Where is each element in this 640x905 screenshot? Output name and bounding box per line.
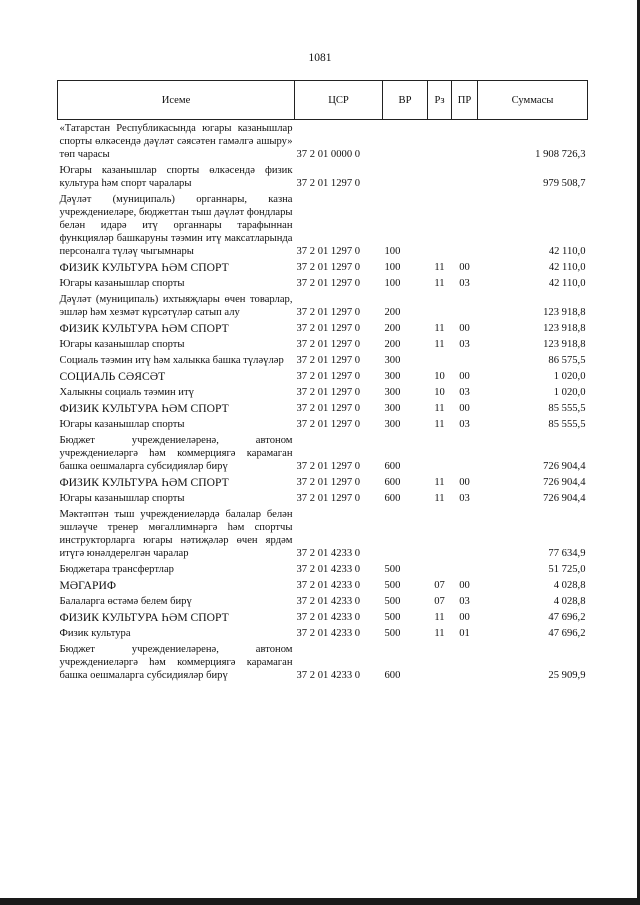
cell-vr: 500 <box>384 596 401 607</box>
cell-vr: 500 <box>384 612 401 623</box>
cell-pr: 00 <box>459 323 470 334</box>
cell-vr: 100 <box>384 246 401 257</box>
cell-vr: 200 <box>384 323 401 334</box>
table-row <box>58 400 588 416</box>
cell-vr: 600 <box>384 493 401 504</box>
cell-sum: 123 918,8 <box>543 323 586 334</box>
cell-pr: 00 <box>459 403 470 414</box>
cell-rz: 11 <box>434 339 445 350</box>
cell-csr: 37 2 01 1297 0 <box>296 339 361 350</box>
table-row <box>58 320 588 336</box>
cell-sum: 42 110,0 <box>548 262 586 273</box>
cell-vr: 300 <box>384 419 401 430</box>
cell-rz <box>428 506 452 561</box>
cell-name: Югары казанышлар спорты <box>59 493 185 504</box>
cell-name: Физик культура <box>59 628 131 639</box>
cell-rz: 10 <box>434 371 445 382</box>
table-body <box>58 120 588 684</box>
cell-rz: 11 <box>434 493 445 504</box>
cell-vr: 500 <box>384 628 401 639</box>
table-row <box>58 577 588 593</box>
cell-sum: 77 634,9 <box>548 548 586 559</box>
cell-sum: 51 725,0 <box>548 564 586 575</box>
cell-name: СОЦИАЛЬ СӘЯСӘТ <box>59 370 166 383</box>
cell-rz: 11 <box>434 403 445 414</box>
cell-csr: 37 2 01 4233 0 <box>296 628 361 639</box>
cell-csr: 37 2 01 1297 0 <box>296 493 361 504</box>
cell-name: Балаларга өстәмә белем бирү <box>59 596 192 607</box>
table-row <box>58 490 588 506</box>
cell-name: «Татарстан Республикасында югары казанышлар спорты өлкәсендә дәүләт сәясәтен гамәлгә ашыру» төп чарасы <box>59 123 293 160</box>
cell-name: Бюджетара трансфертлар <box>59 564 174 575</box>
cell-vr: 500 <box>384 564 401 575</box>
table-row <box>58 352 588 368</box>
cell-csr: 37 2 01 1297 0 <box>296 461 361 472</box>
table-row <box>58 593 588 609</box>
cell-sum: 1 020,0 <box>553 387 586 398</box>
cell-vr: 600 <box>384 461 401 472</box>
cell-csr: 37 2 01 0000 0 <box>296 149 361 160</box>
cell-rz: 11 <box>434 278 445 289</box>
cell-pr: 00 <box>459 612 470 623</box>
cell-sum: 42 110,0 <box>548 246 586 257</box>
cell-sum: 123 918,8 <box>543 307 586 318</box>
cell-name: Югары казанышлар спорты өлкәсендә физик культура һәм спорт чаралары <box>59 165 293 189</box>
cell-sum: 726 904,4 <box>543 477 586 488</box>
cell-csr: 37 2 01 1297 0 <box>296 246 361 257</box>
cell-sum: 726 904,4 <box>543 461 586 472</box>
table-row <box>58 336 588 352</box>
cell-sum: 979 508,7 <box>543 178 586 189</box>
cell-sum: 123 918,8 <box>543 339 586 350</box>
cell-vr: 500 <box>384 580 401 591</box>
cell-pr: 03 <box>459 278 470 289</box>
column-header-rz: Рз <box>428 81 452 120</box>
cell-sum: 85 555,5 <box>548 403 586 414</box>
header-row <box>58 81 588 120</box>
table-row <box>58 625 588 641</box>
cell-pr <box>452 641 478 683</box>
cell-rz <box>428 191 452 259</box>
cell-rz <box>428 291 452 320</box>
cell-pr <box>452 162 478 191</box>
cell-vr: 300 <box>384 403 401 414</box>
cell-name: Бюджет учреждениеләренә, автоном учреждениеләргә һәм коммерциягә карамаган башка оешмаларга субсидияләр бирү <box>59 435 293 472</box>
budget-table <box>57 80 588 683</box>
cell-csr: 37 2 01 1297 0 <box>296 307 361 318</box>
table-row <box>58 506 588 561</box>
cell-sum: 1 020,0 <box>553 371 586 382</box>
cell-sum: 4 028,8 <box>553 596 586 607</box>
table-row <box>58 291 588 320</box>
cell-vr: 600 <box>384 670 401 681</box>
cell-name: ФИЗИК КУЛЬТУРА ҺӘМ СПОРТ <box>59 611 229 624</box>
column-header-pr: ПР <box>452 81 478 120</box>
cell-sum: 47 696,2 <box>548 612 586 623</box>
page-number: 1081 <box>308 52 332 64</box>
cell-csr: 37 2 01 1297 0 <box>296 371 361 382</box>
cell-pr <box>452 432 478 474</box>
table-row <box>58 162 588 191</box>
cell-rz: 11 <box>434 628 445 639</box>
table-row <box>58 191 588 259</box>
cell-sum: 86 575,5 <box>548 355 586 366</box>
table-row <box>58 609 588 625</box>
column-header-vr: ВР <box>383 81 428 120</box>
cell-pr: 01 <box>459 628 470 639</box>
table-row <box>58 259 588 275</box>
cell-pr <box>452 561 478 577</box>
cell-sum: 42 110,0 <box>548 278 586 289</box>
cell-name: МӘГАРИФ <box>59 579 116 592</box>
cell-csr: 37 2 01 4233 0 <box>296 548 361 559</box>
cell-pr: 00 <box>459 477 470 488</box>
column-header-name: Исеме <box>58 81 295 120</box>
cell-csr: 37 2 01 1297 0 <box>296 403 361 414</box>
cell-sum: 25 909,9 <box>548 670 586 681</box>
table-row <box>58 416 588 432</box>
cell-pr: 03 <box>459 339 470 350</box>
cell-rz <box>428 120 452 163</box>
cell-pr: 03 <box>459 596 470 607</box>
cell-csr: 37 2 01 1297 0 <box>296 178 361 189</box>
cell-rz: 11 <box>434 477 445 488</box>
cell-sum: 1 908 726,3 <box>535 149 586 160</box>
cell-csr: 37 2 01 4233 0 <box>296 580 361 591</box>
cell-csr: 37 2 01 1297 0 <box>296 278 361 289</box>
cell-vr: 200 <box>384 307 401 318</box>
cell-csr: 37 2 01 1297 0 <box>296 262 361 273</box>
cell-csr: 37 2 01 1297 0 <box>296 477 361 488</box>
cell-rz: 11 <box>434 323 445 334</box>
table-row <box>58 368 588 384</box>
cell-rz <box>428 352 452 368</box>
cell-csr: 37 2 01 4233 0 <box>296 596 361 607</box>
cell-name: Югары казанышлар спорты <box>59 339 185 350</box>
table-row <box>58 474 588 490</box>
cell-csr: 37 2 01 1297 0 <box>296 387 361 398</box>
cell-pr: 03 <box>459 419 470 430</box>
cell-rz: 07 <box>434 580 445 591</box>
cell-name: ФИЗИК КУЛЬТУРА ҺӘМ СПОРТ <box>59 322 229 335</box>
cell-rz <box>428 432 452 474</box>
scan-edge-bottom <box>0 898 640 905</box>
cell-pr <box>452 352 478 368</box>
table-row <box>58 120 588 163</box>
cell-sum: 726 904,4 <box>543 493 586 504</box>
cell-pr <box>452 120 478 163</box>
cell-rz: 11 <box>434 262 445 273</box>
cell-sum: 85 555,5 <box>548 419 586 430</box>
cell-pr <box>452 291 478 320</box>
column-header-sum: Суммасы <box>478 81 588 120</box>
cell-vr: 300 <box>384 387 401 398</box>
cell-rz <box>428 561 452 577</box>
cell-vr <box>383 120 428 163</box>
cell-pr <box>452 506 478 561</box>
cell-rz <box>428 162 452 191</box>
cell-pr: 00 <box>459 580 470 591</box>
cell-rz <box>428 641 452 683</box>
table-header <box>58 81 588 120</box>
cell-sum: 4 028,8 <box>553 580 586 591</box>
cell-vr <box>383 506 428 561</box>
table-row <box>58 641 588 683</box>
cell-vr: 100 <box>384 278 401 289</box>
cell-csr: 37 2 01 4233 0 <box>296 612 361 623</box>
cell-csr: 37 2 01 4233 0 <box>296 564 361 575</box>
cell-vr: 300 <box>384 355 401 366</box>
cell-csr: 37 2 01 1297 0 <box>296 419 361 430</box>
cell-pr <box>452 191 478 259</box>
cell-sum: 47 696,2 <box>548 628 586 639</box>
cell-vr: 100 <box>384 262 401 273</box>
cell-rz: 11 <box>434 612 445 623</box>
cell-pr: 03 <box>459 493 470 504</box>
cell-name: ФИЗИК КУЛЬТУРА ҺӘМ СПОРТ <box>59 476 229 489</box>
cell-name: ФИЗИК КУЛЬТУРА ҺӘМ СПОРТ <box>59 261 229 274</box>
cell-csr: 37 2 01 4233 0 <box>296 670 361 681</box>
cell-vr: 600 <box>384 477 401 488</box>
cell-pr: 03 <box>459 387 470 398</box>
cell-name: Югары казанышлар спорты <box>59 419 185 430</box>
cell-name: ФИЗИК КУЛЬТУРА ҺӘМ СПОРТ <box>59 402 229 415</box>
table-row <box>58 275 588 291</box>
cell-name: Социаль тәэмин итү һәм халыкка башка түләүләр <box>59 355 284 366</box>
table-row <box>58 561 588 577</box>
cell-name: Дәүләт (муниципаль) органнары, казна учреждениеләре, бюджеттан тыш дәүләт фондлары белән идарә итү органнары тарафыннан функцияләр башкаруны тәэмин итү максатларында персоналга түләү чыгымнары <box>59 194 293 257</box>
table-row <box>58 384 588 400</box>
cell-vr: 200 <box>384 339 401 350</box>
cell-name: Бюджет учреждениеләренә, автоном учреждениеләргә һәм коммерциягә карамаган башка оешмаларга субсидияләр бирү <box>59 644 293 681</box>
cell-csr: 37 2 01 1297 0 <box>296 355 361 366</box>
cell-name: Халыкны социаль тәэмин итү <box>59 387 194 398</box>
cell-rz: 07 <box>434 596 445 607</box>
cell-vr <box>383 162 428 191</box>
cell-pr: 00 <box>459 371 470 382</box>
column-header-csr: ЦСР <box>295 81 383 120</box>
table-row <box>58 432 588 474</box>
cell-name: Мәктәптән тыш учреждениеләрдә балалар белән эшләүче тренер мөгаллимнәргә һәм спортчы инструкторларга югары нәтиҗәләр өчен ярдәм итүгә юнәлдерелгән чаралар <box>59 509 293 559</box>
cell-rz: 10 <box>434 387 445 398</box>
cell-vr: 300 <box>384 371 401 382</box>
cell-pr: 00 <box>459 262 470 273</box>
cell-name: Дәүләт (муниципаль) ихтыяҗлары өчен товарлар, эшләр һәм хезмәт күрсәтүләр сатып алу <box>59 294 293 318</box>
cell-csr: 37 2 01 1297 0 <box>296 323 361 334</box>
cell-name: Югары казанышлар спорты <box>59 278 185 289</box>
cell-rz: 11 <box>434 419 445 430</box>
